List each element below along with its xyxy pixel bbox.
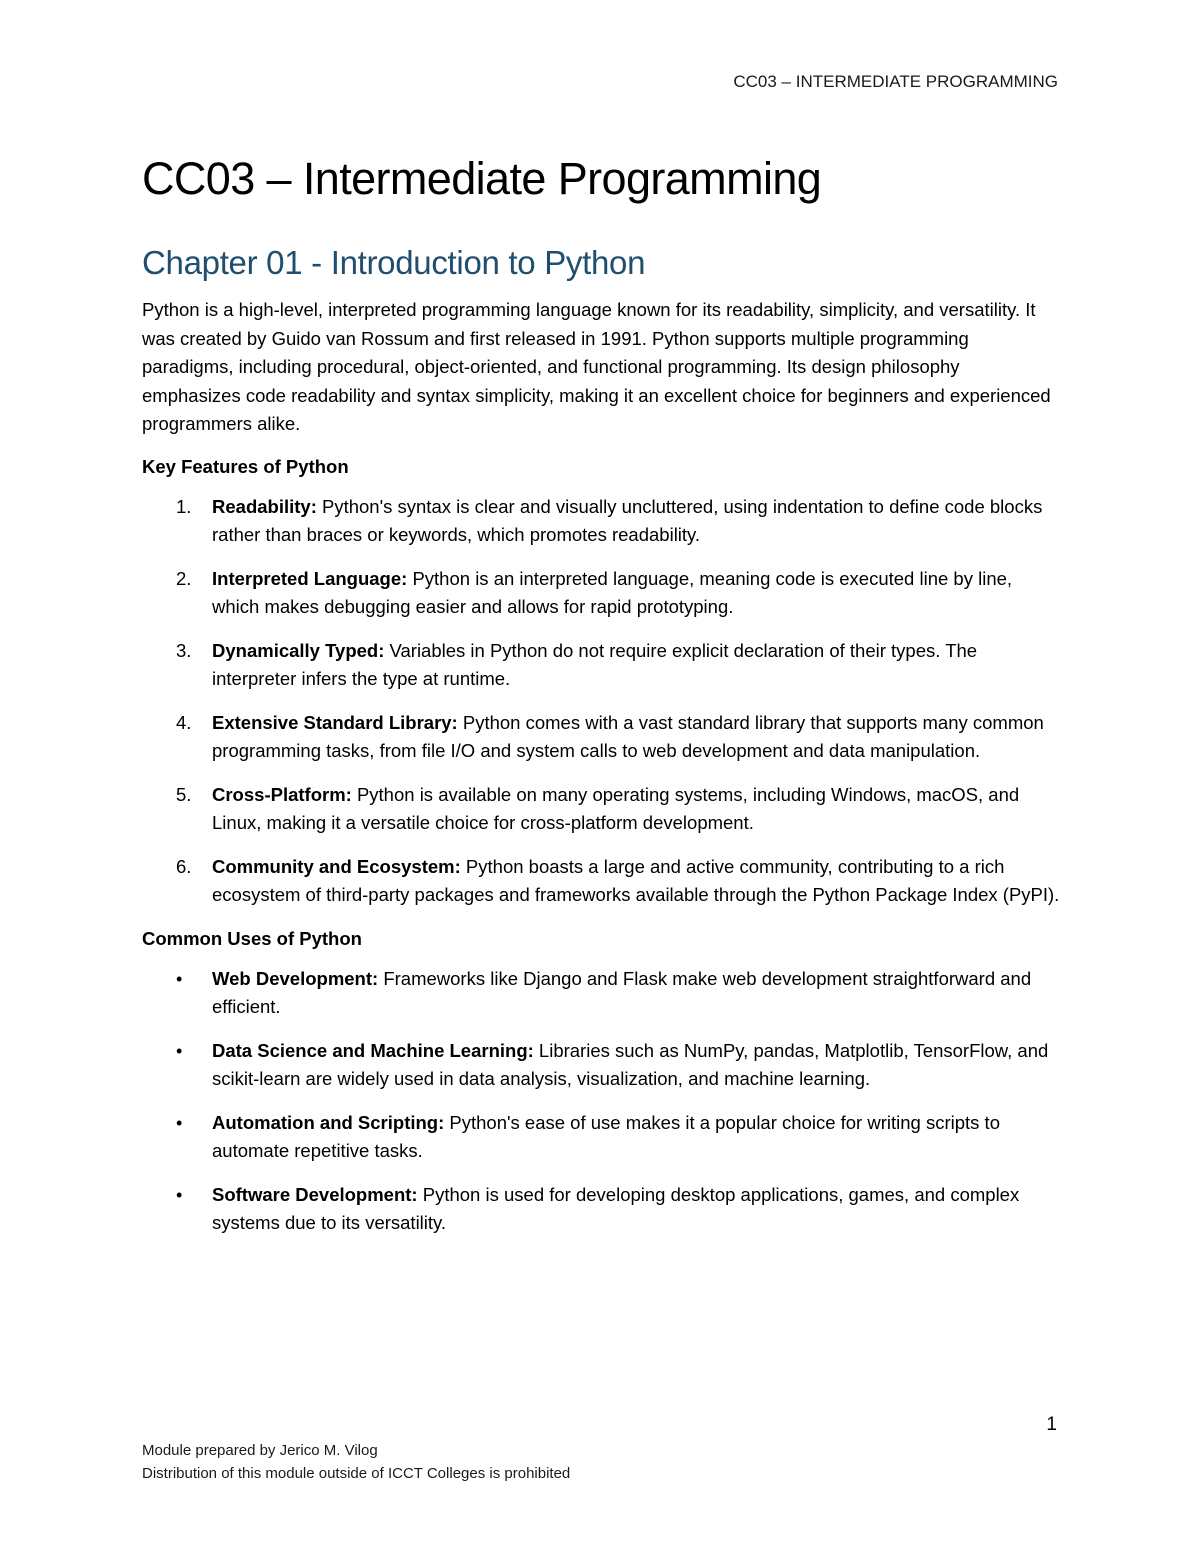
footer-distribution-notice: Distribution of this module outside of ICCT Colleges is prohibited	[142, 1465, 571, 1482]
feature-term: Dynamically Typed:	[212, 639, 385, 661]
feature-description: Variables in Python do not require explicit declaration of their types. The interpreter infers the type at runtime.	[212, 639, 978, 689]
list-item	[142, 781, 1062, 838]
list-number: 5.	[176, 783, 192, 805]
list-number: 1.	[176, 495, 192, 517]
feature-description: Python is available on many operating systems, including Windows, macOS, and Linux, making it a versatile choice for cross-platform development.	[212, 783, 1020, 833]
use-description: Python's ease of use makes it a popular choice for writing scripts to automate repetitive tasks.	[212, 1111, 1000, 1161]
list-item	[142, 709, 1062, 766]
bullet-icon: •	[176, 968, 183, 989]
running-header: CC03 – INTERMEDIATE PROGRAMMING	[733, 72, 1058, 91]
list-number: 4.	[176, 711, 192, 733]
intro-paragraph: Python is a high-level, interpreted programming language known for its readability, simplicity, and versatility. It was created by Guido van Rossum and first released in 1991. Python supports multiple programming paradigms, including procedural, object-oriented, and functional programming. Its design philosophy emphasizes code readability and syntax simplicity, making it an excellent choice for beginners and experienced programmers alike.	[142, 299, 1051, 434]
use-term: Automation and Scripting:	[212, 1111, 445, 1133]
list-item	[142, 1037, 1062, 1094]
page-footer	[142, 1439, 570, 1485]
feature-term: Community and Ecosystem:	[212, 855, 461, 877]
bullet-icon: •	[176, 1040, 183, 1061]
feature-description: Python boasts a large and active community, contributing to a rich ecosystem of third-party packages and frameworks available through the Python Package Index (PyPI).	[212, 855, 1060, 905]
page-content	[142, 150, 1062, 1253]
list-item	[142, 965, 1062, 1022]
list-item	[142, 493, 1062, 550]
feature-description: Python's syntax is clear and visually uncluttered, using indentation to define code blocks rather than braces or keywords, which promotes readability.	[212, 495, 1043, 545]
key-features-heading: Key Features of Python	[142, 455, 349, 477]
document-title: CC03 – Intermediate Programming	[142, 153, 822, 204]
feature-term: Extensive Standard Library:	[212, 711, 458, 733]
feature-term: Readability:	[212, 495, 317, 517]
bullet-icon: •	[176, 1112, 183, 1133]
use-description: Libraries such as NumPy, pandas, Matplotlib, TensorFlow, and scikit-learn are widely used in data analysis, visualization, and machine learning.	[212, 1039, 1049, 1089]
list-item	[142, 853, 1062, 910]
bullet-icon: •	[176, 1184, 183, 1205]
use-term: Software Development:	[212, 1183, 418, 1205]
key-features-list	[142, 493, 1062, 910]
list-number: 3.	[176, 639, 192, 661]
feature-description: Python comes with a vast standard library that supports many common programming tasks, from file I/O and system calls to web development and data manipulation.	[212, 711, 1044, 761]
feature-term: Cross-Platform:	[212, 783, 352, 805]
footer-prepared-by: Module prepared by Jerico M. Vilog	[142, 1442, 378, 1459]
list-item	[142, 1109, 1062, 1166]
use-description: Frameworks like Django and Flask make web development straightforward and efficient.	[212, 967, 1032, 1017]
feature-term: Interpreted Language:	[212, 567, 408, 589]
list-number: 6.	[176, 855, 192, 877]
list-number: 2.	[176, 567, 192, 589]
page-number: 1	[1046, 1414, 1057, 1435]
feature-description: Python is an interpreted language, meaning code is executed line by line, which makes debugging easier and allows for rapid prototyping.	[212, 567, 1013, 617]
chapter-title: Chapter 01 - Introduction to Python	[142, 244, 646, 281]
common-uses-list	[142, 965, 1062, 1238]
list-item	[142, 637, 1062, 694]
use-term: Web Development:	[212, 967, 379, 989]
use-description: Python is used for developing desktop applications, games, and complex systems due to its versatility.	[212, 1183, 1020, 1233]
list-item	[142, 1181, 1062, 1238]
common-uses-heading: Common Uses of Python	[142, 927, 362, 949]
use-term: Data Science and Machine Learning:	[212, 1039, 534, 1061]
list-item	[142, 565, 1062, 622]
